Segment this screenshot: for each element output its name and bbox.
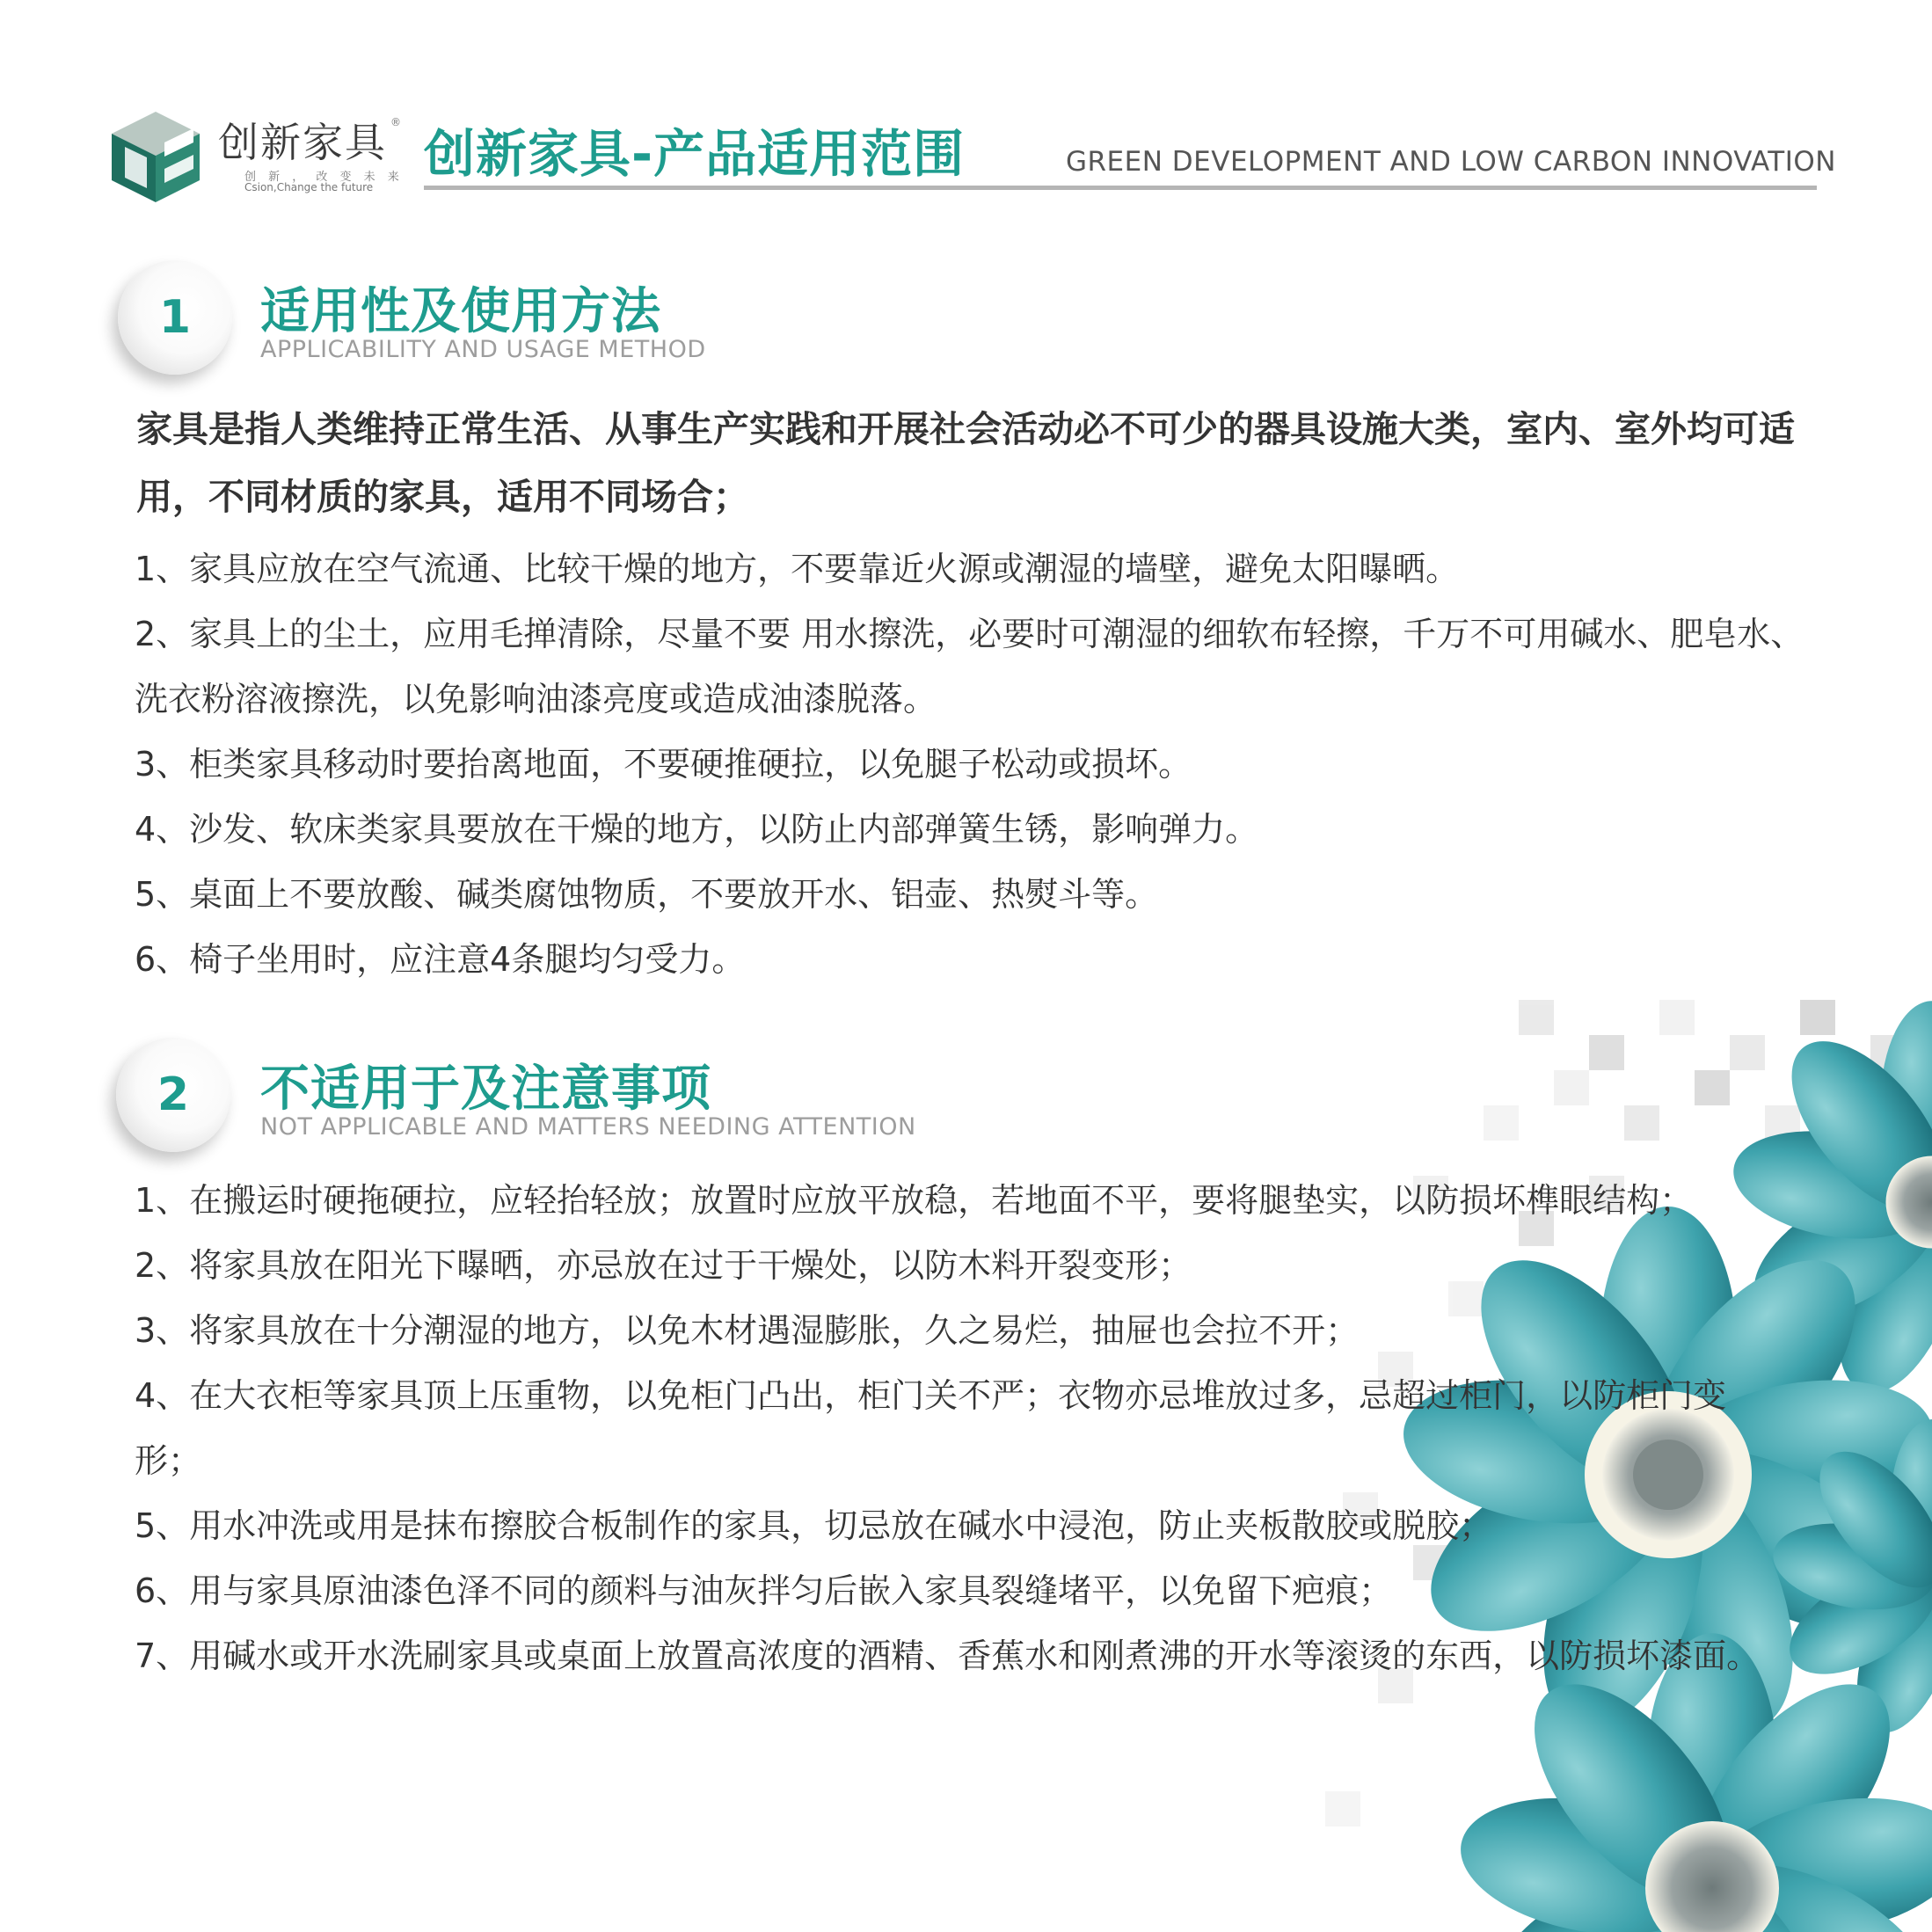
list-item: 2、家具上的尘土，应用毛掸清除，尽量不要 用水擦洗，必要时可潮湿的细软布轻擦，千万不可用碱水、肥皂水、洗衣粉溶液擦洗，以免影响油漆亮度或造成油漆脱落。 [135,615,1804,718]
list-item: 1、在搬运时硬拖硬拉，应轻抬轻放；放置时应放平放稳，若地面不平，要将腿垫实，以防损坏榫眼结构； [135,1181,1694,1220]
list-item: 4、在大衣柜等家具顶上压重物，以免柜门凸出，柜门关不严；衣物亦忌堆放过多，忌超过柜门，以防柜门变形； [135,1376,1727,1480]
list-item: 2、将家具放在阳光下曝晒，亦忌放在过于干燥处，以防木料开裂变形； [135,1246,1192,1285]
brand-tagline-en: Csion,Change the future [244,181,374,193]
brand-name: 创新家具 [218,119,387,166]
section-1-number-badge: 1 [118,260,232,375]
list-item: 1、家具应放在空气流通、比较干燥的地方，不要靠近火源或潮湿的墙壁，避免太阳曝晒。 [135,550,1460,588]
page-title: 创新家具-产品适用范围 [424,124,966,184]
section-1-list [135,536,1805,992]
list-item: 3、柜类家具移动时要抬离地面，不要硬推硬拉，以免腿子松动或损坏。 [135,745,1192,784]
list-item: 6、椅子坐用时，应注意4条腿均匀受力。 [135,940,746,979]
section-1-lead-paragraph: 家具是指人类维持正常生活、从事生产实践和开展社会活动必不可少的器具设施大类，室内、室外均可适用，不同材质的家具，适用不同场合； [136,408,1795,518]
list-item: 5、桌面上不要放酸、碱类腐蚀物质，不要放开水、铝壶、热熨斗等。 [135,875,1159,914]
section-1-subtitle: APPLICABILITY AND USAGE METHOD [260,336,706,363]
list-item: 6、用与家具原油漆色泽不同的颜料与油灰拌匀后嵌入家具裂缝堵平，以免留下疤痕； [135,1571,1393,1610]
section-2-subtitle: NOT APPLICABLE AND MATTERS NEEDING ATTENTION [260,1113,916,1141]
section-1-title: 适用性及使用方法 [260,283,661,340]
list-item: 7、用碱水或开水洗刷家具或桌面上放置高浓度的酒精、香蕉水和刚煮沸的开水等滚烫的东西，以防损坏漆面。 [135,1637,1761,1675]
list-item: 5、用水冲洗或用是抹布擦胶合板制作的家具，切忌放在碱水中浸泡，防止夹板散胶或脱胶； [135,1506,1493,1545]
header-divider [424,186,1817,190]
registered-mark: ® [390,116,401,128]
list-item: 4、沙发、软床类家具要放在干燥的地方，以防止内部弹簧生锈，影响弹力。 [135,810,1259,849]
list-item: 3、将家具放在十分潮湿的地方，以免木材遇湿膨胀，久之易烂，抽屉也会拉不开； [135,1311,1360,1350]
section-2-list [135,1168,1788,1688]
logo-cube-icon [107,107,204,204]
section-2-title: 不适用于及注意事项 [260,1061,711,1118]
page-slogan: GREEN DEVELOPMENT AND LOW CARBON INNOVATION [1066,146,1836,178]
brand-tagline-cn: 创 新 ， 改 变 未 来 [244,171,404,184]
section-2-number-badge: 2 [116,1038,230,1152]
